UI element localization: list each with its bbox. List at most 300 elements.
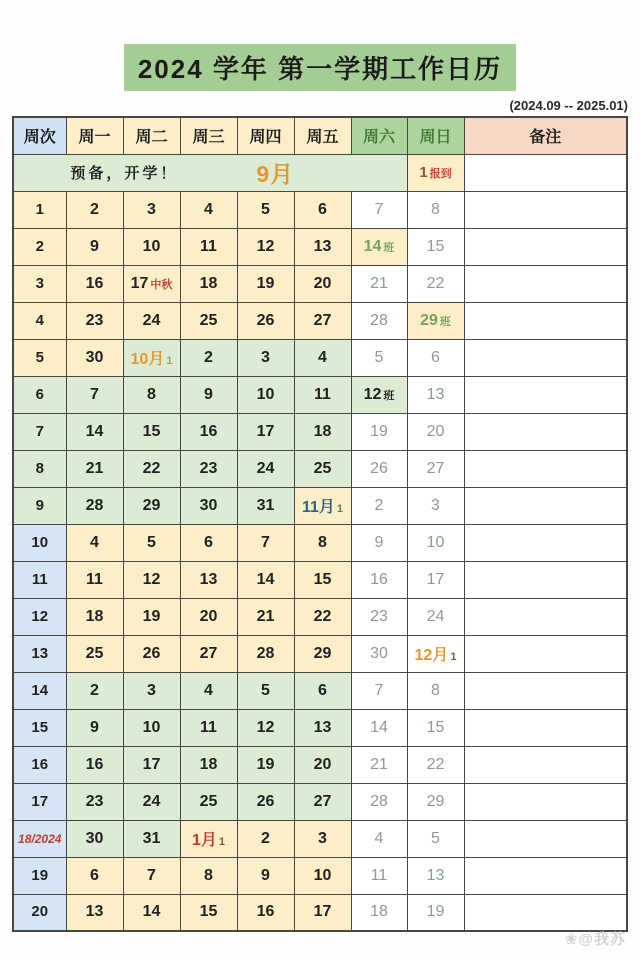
day-cell xyxy=(66,820,123,857)
day-number: 15 xyxy=(199,903,218,921)
day-cell xyxy=(237,783,294,820)
day-cell xyxy=(351,413,407,450)
day-suffix: 中秋 xyxy=(150,278,173,291)
day-number: 14 xyxy=(370,718,388,736)
day-cell xyxy=(180,265,237,302)
day-number: 5 xyxy=(35,348,44,366)
week-number-cell xyxy=(13,709,66,746)
day-cell xyxy=(66,524,123,561)
day-number: 30 xyxy=(85,348,104,366)
calendar-row xyxy=(13,857,627,894)
day-number: 12 xyxy=(256,718,275,736)
calendar-row xyxy=(13,598,627,635)
week-number-cell xyxy=(13,598,66,635)
day-cell xyxy=(237,598,294,635)
day-number: 12月 xyxy=(414,647,449,664)
day-cell xyxy=(294,820,351,857)
day-number: 7 xyxy=(147,866,156,884)
day-cell xyxy=(237,191,294,228)
day-number: 8 xyxy=(318,533,327,551)
week-number-cell xyxy=(13,894,66,931)
day-cell xyxy=(294,894,351,931)
day-number: 23 xyxy=(85,311,104,329)
day-number: 13 xyxy=(313,718,332,736)
week-number-cell xyxy=(13,524,66,561)
day-cell xyxy=(407,672,464,709)
day-number: 25 xyxy=(85,644,104,662)
day-cell xyxy=(237,302,294,339)
day-cell xyxy=(123,265,180,302)
day-number: 24 xyxy=(142,311,161,329)
work-calendar-table xyxy=(12,116,628,932)
day-cell xyxy=(407,228,464,265)
day-cell xyxy=(294,857,351,894)
day-number: 4 xyxy=(374,829,384,847)
day-number: 9 xyxy=(90,718,99,736)
date-range: (2024.09 -- 2025.01) xyxy=(509,98,628,113)
day-number: 13 xyxy=(199,570,218,588)
title-wrap xyxy=(0,0,640,91)
day-cell xyxy=(180,339,237,376)
day-number: 7 xyxy=(261,533,270,551)
day-cell xyxy=(294,783,351,820)
day-cell xyxy=(294,376,351,413)
day-cell xyxy=(407,598,464,635)
day-number: 8 xyxy=(35,459,44,477)
note-cell xyxy=(464,191,627,228)
day-number: 26 xyxy=(142,644,161,662)
day-cell xyxy=(294,598,351,635)
note-cell xyxy=(464,709,627,746)
day-cell xyxy=(237,450,294,487)
day-number: 19 xyxy=(426,903,445,921)
column-header: 周二 xyxy=(123,117,180,154)
day-cell xyxy=(294,413,351,450)
day-number: 4 xyxy=(90,533,99,551)
day-number: 24 xyxy=(426,607,445,625)
day-cell xyxy=(180,635,237,672)
day-number: 24 xyxy=(256,459,275,477)
day-number: 29 xyxy=(142,496,161,514)
week-number-cell xyxy=(13,635,66,672)
day-cell xyxy=(351,265,407,302)
day-number: 28 xyxy=(256,644,275,662)
column-header: 备注 xyxy=(464,117,627,154)
day-number: 15 xyxy=(426,237,445,255)
september-banner-cell xyxy=(13,154,407,191)
day-cell xyxy=(66,450,123,487)
day-cell xyxy=(237,561,294,598)
day-cell xyxy=(66,487,123,524)
day-number: 3 xyxy=(431,496,440,514)
day-number: 17 xyxy=(31,792,49,810)
day-cell xyxy=(294,561,351,598)
note-cell xyxy=(464,635,627,672)
note-cell xyxy=(464,524,627,561)
calendar-row xyxy=(13,524,627,561)
day-number: 7 xyxy=(35,422,44,440)
day-cell xyxy=(123,635,180,672)
day-suffix: 1 xyxy=(450,651,457,663)
day-cell xyxy=(237,820,294,857)
day-number: 20 xyxy=(313,755,332,773)
day-suffix: 1 xyxy=(218,836,226,848)
day-cell xyxy=(351,635,407,672)
day-number: 10 xyxy=(142,237,161,255)
month-banner-row xyxy=(13,154,627,191)
day-cell xyxy=(407,376,464,413)
day-cell xyxy=(180,487,237,524)
day-cell xyxy=(66,413,123,450)
calendar-row xyxy=(13,561,627,598)
day-number: 24 xyxy=(142,792,161,810)
day-number: 19 xyxy=(256,755,275,773)
day-cell xyxy=(66,302,123,339)
banner-label: 预备，开学！ xyxy=(70,165,179,182)
note-cell xyxy=(464,339,627,376)
day-number: 6 xyxy=(431,348,440,366)
day-cell xyxy=(237,487,294,524)
day-cell xyxy=(351,598,407,635)
week-number-cell xyxy=(13,376,66,413)
day-cell xyxy=(407,635,464,672)
day-cell xyxy=(407,561,464,598)
day-cell xyxy=(351,302,407,339)
day-number: 25 xyxy=(313,459,332,477)
day-number: 7 xyxy=(374,200,384,218)
day-number: 18 xyxy=(85,607,104,625)
day-cell xyxy=(237,672,294,709)
calendar-row xyxy=(13,191,627,228)
note-cell xyxy=(464,672,627,709)
day-number: 29 xyxy=(426,792,445,810)
day-suffix: 班 xyxy=(439,315,451,328)
column-header: 周日 xyxy=(407,117,464,154)
week-number-cell xyxy=(13,228,66,265)
watermark: ❀@我苏 xyxy=(564,931,626,948)
note-cell xyxy=(464,376,627,413)
day-number: 31 xyxy=(142,829,161,847)
day-cell xyxy=(351,487,407,524)
day-cell xyxy=(237,524,294,561)
day-number: 13 xyxy=(31,644,49,662)
day-number: 22 xyxy=(426,274,445,292)
day-number: 21 xyxy=(256,607,275,625)
day-cell xyxy=(123,894,180,931)
day-cell xyxy=(407,524,464,561)
day-number: 10 xyxy=(256,385,275,403)
day-cell xyxy=(123,820,180,857)
day-number: 18/2024 xyxy=(18,831,62,846)
day-number: 10 xyxy=(142,718,161,736)
day-number: 25 xyxy=(199,792,218,810)
day-number: 12 xyxy=(31,607,49,625)
day-cell xyxy=(351,524,407,561)
day-number: 18 xyxy=(199,755,218,773)
day-number: 8 xyxy=(204,866,213,884)
day-cell xyxy=(351,228,407,265)
day-cell xyxy=(294,265,351,302)
day-number: 30 xyxy=(199,496,218,514)
day-cell xyxy=(237,635,294,672)
day-cell xyxy=(351,894,407,931)
banner-month: 9月 xyxy=(256,161,295,187)
day-number: 27 xyxy=(313,792,332,810)
day-number: 16 xyxy=(31,755,49,773)
day-number: 23 xyxy=(370,607,388,625)
day-cell xyxy=(123,746,180,783)
day-number: 11 xyxy=(200,718,217,736)
day-number: 16 xyxy=(85,274,104,292)
day-number: 29 xyxy=(313,644,332,662)
column-header: 周一 xyxy=(66,117,123,154)
week-number-cell xyxy=(13,191,66,228)
day-number: 17 xyxy=(130,274,149,292)
day-cell xyxy=(407,709,464,746)
day-cell xyxy=(180,746,237,783)
day-number: 17 xyxy=(313,903,332,921)
day-number: 2 xyxy=(204,348,213,366)
column-header: 周六 xyxy=(351,117,407,154)
day-number: 26 xyxy=(256,311,275,329)
day-cell xyxy=(66,191,123,228)
day-number: 29 xyxy=(420,311,438,329)
note-cell xyxy=(464,894,627,931)
day-cell xyxy=(407,339,464,376)
day-number: 10 xyxy=(313,866,332,884)
day-cell xyxy=(294,302,351,339)
day-cell xyxy=(66,561,123,598)
calendar-row xyxy=(13,376,627,413)
column-header: 周四 xyxy=(237,117,294,154)
day-cell xyxy=(407,746,464,783)
day-number: 20 xyxy=(426,422,445,440)
day-cell xyxy=(237,857,294,894)
day-number: 5 xyxy=(261,200,270,218)
day-cell xyxy=(407,894,464,931)
day-number: 15 xyxy=(313,570,332,588)
day-cell xyxy=(294,746,351,783)
day-number: 15 xyxy=(142,422,161,440)
day-number: 20 xyxy=(313,274,332,292)
day-number: 18 xyxy=(313,422,332,440)
day-number: 16 xyxy=(370,570,388,588)
day-cell xyxy=(237,709,294,746)
day-number: 26 xyxy=(256,792,275,810)
day-number: 28 xyxy=(370,311,388,329)
day-cell xyxy=(180,894,237,931)
day-number: 19 xyxy=(370,422,388,440)
day-cell xyxy=(180,302,237,339)
day-number: 12 xyxy=(256,237,275,255)
day-cell xyxy=(351,746,407,783)
day-number: 9 xyxy=(261,866,270,884)
day-cell xyxy=(180,598,237,635)
day-number: 14 xyxy=(256,570,275,588)
calendar-row xyxy=(13,635,627,672)
day-cell xyxy=(294,339,351,376)
note-cell xyxy=(464,228,627,265)
day-number: 5 xyxy=(261,681,270,699)
day-cell xyxy=(66,746,123,783)
day-number: 27 xyxy=(199,644,218,662)
day-cell xyxy=(123,524,180,561)
day-number: 4 xyxy=(318,348,327,366)
day-cell xyxy=(407,450,464,487)
day-cell xyxy=(407,857,464,894)
day-cell xyxy=(294,672,351,709)
day-number: 10月 xyxy=(130,351,165,368)
day-number: 4 xyxy=(204,681,213,699)
day-number: 27 xyxy=(426,459,445,477)
calendar-row xyxy=(13,820,627,857)
day-number: 11月 xyxy=(301,499,335,516)
day-cell xyxy=(294,709,351,746)
day-number: 6 xyxy=(90,866,99,884)
day-number: 12 xyxy=(142,570,161,588)
day-number: 31 xyxy=(256,496,275,514)
day-cell xyxy=(180,857,237,894)
day-number: 23 xyxy=(199,459,218,477)
day-number: 6 xyxy=(318,200,327,218)
day-number: 1 xyxy=(35,200,44,218)
page-title: 2024 学年 第一学期工作日历 xyxy=(124,44,516,91)
day-number: 22 xyxy=(426,755,445,773)
day-suffix: 班 xyxy=(383,241,395,254)
day-number: 12 xyxy=(363,385,382,403)
day-number: 10 xyxy=(426,533,445,551)
day-cell xyxy=(237,413,294,450)
note-cell xyxy=(464,783,627,820)
day-number: 22 xyxy=(313,607,332,625)
day-cell xyxy=(294,635,351,672)
day-number: 18 xyxy=(199,274,218,292)
note-cell xyxy=(464,302,627,339)
day-suffix: 1 xyxy=(166,355,173,367)
day-cell xyxy=(180,672,237,709)
note-cell xyxy=(464,487,627,524)
day-number: 19 xyxy=(256,274,275,292)
day-number: 1 xyxy=(419,163,428,181)
week-number-cell xyxy=(13,487,66,524)
calendar-body xyxy=(13,154,627,931)
day-number: 28 xyxy=(85,496,104,514)
day-number: 28 xyxy=(370,792,388,810)
day-cell xyxy=(180,524,237,561)
day-cell xyxy=(407,302,464,339)
day-cell xyxy=(351,820,407,857)
day-cell xyxy=(66,376,123,413)
day-cell xyxy=(123,191,180,228)
note-cell xyxy=(464,857,627,894)
day-number: 20 xyxy=(31,903,49,921)
day-number: 9 xyxy=(90,237,99,255)
day-number: 11 xyxy=(31,570,48,588)
day-number: 2 xyxy=(35,237,44,255)
day-number: 17 xyxy=(142,755,161,773)
day-cell xyxy=(180,709,237,746)
day-number: 4 xyxy=(204,200,213,218)
day-cell xyxy=(294,487,351,524)
day-cell xyxy=(66,228,123,265)
day-cell xyxy=(123,709,180,746)
day-cell xyxy=(66,894,123,931)
day-cell xyxy=(351,450,407,487)
day-suffix: 报到 xyxy=(429,167,452,180)
note-cell xyxy=(464,265,627,302)
day-cell xyxy=(237,894,294,931)
day-cell xyxy=(66,598,123,635)
column-header: 周三 xyxy=(180,117,237,154)
day-number: 26 xyxy=(370,459,388,477)
day-cell xyxy=(123,561,180,598)
day-number: 8 xyxy=(431,681,440,699)
week-number-cell xyxy=(13,265,66,302)
day-number: 13 xyxy=(426,385,445,403)
day-number: 14 xyxy=(85,422,104,440)
day-cell xyxy=(407,191,464,228)
day-cell xyxy=(123,857,180,894)
day-number: 16 xyxy=(256,903,275,921)
day-number: 2 xyxy=(90,681,99,699)
day-number: 13 xyxy=(85,903,104,921)
day-cell xyxy=(180,376,237,413)
day-suffix: 班 xyxy=(383,389,395,402)
day-number: 2 xyxy=(374,496,384,514)
header-row xyxy=(13,117,627,154)
day-number: 17 xyxy=(256,422,275,440)
week-number-cell xyxy=(13,450,66,487)
day-number: 3 xyxy=(318,829,327,847)
day-number: 23 xyxy=(85,792,104,810)
day-cell xyxy=(180,413,237,450)
day-number: 7 xyxy=(374,681,384,699)
day-cell xyxy=(351,339,407,376)
week-number-cell xyxy=(13,561,66,598)
day-number: 3 xyxy=(147,200,156,218)
day-number: 6 xyxy=(204,533,213,551)
day-number: 5 xyxy=(147,533,156,551)
day-cell xyxy=(407,820,464,857)
calendar-row xyxy=(13,783,627,820)
day-cell xyxy=(351,857,407,894)
day-cell xyxy=(180,561,237,598)
day-cell xyxy=(66,709,123,746)
calendar-row xyxy=(13,339,627,376)
day-number: 8 xyxy=(431,200,440,218)
day-cell xyxy=(237,265,294,302)
day-number: 3 xyxy=(261,348,270,366)
day-number: 14 xyxy=(31,681,49,699)
week-number-cell xyxy=(13,413,66,450)
day-cell xyxy=(123,487,180,524)
week-number-cell xyxy=(13,783,66,820)
day-number: 2 xyxy=(90,200,99,218)
day-number: 20 xyxy=(199,607,218,625)
calendar-row xyxy=(13,487,627,524)
day-cell xyxy=(351,376,407,413)
week-number-cell xyxy=(13,820,66,857)
calendar-row xyxy=(13,672,627,709)
day-cell xyxy=(66,672,123,709)
day-number: 11 xyxy=(314,385,331,403)
day-cell xyxy=(123,783,180,820)
day-number: 15 xyxy=(426,718,445,736)
day-cell xyxy=(351,672,407,709)
week-number-cell xyxy=(13,339,66,376)
day-number: 14 xyxy=(142,903,161,921)
note-cell xyxy=(464,820,627,857)
